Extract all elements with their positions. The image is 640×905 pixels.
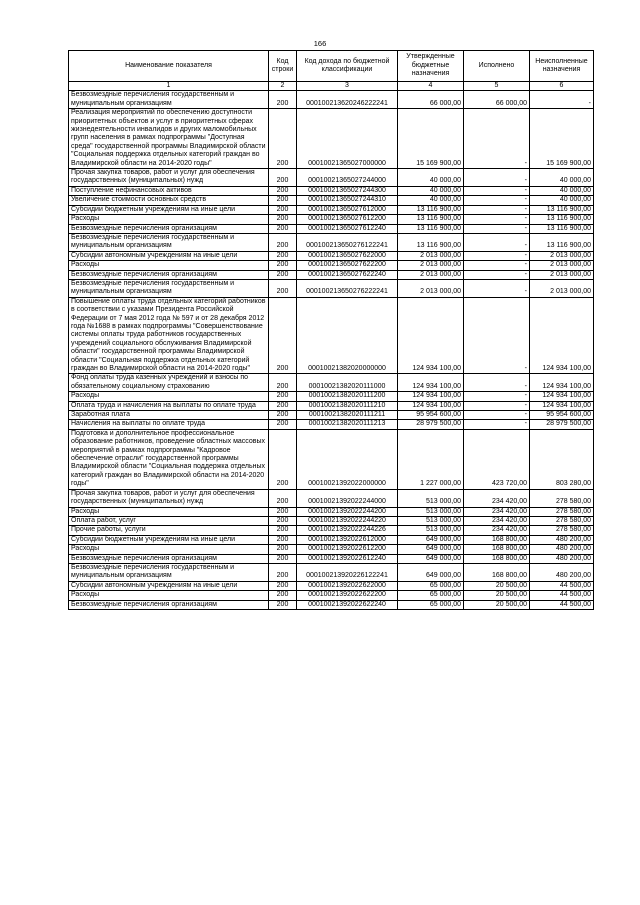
row-executed: 168 800,00 — [464, 535, 530, 544]
table-row — [69, 205, 594, 214]
table-row — [69, 554, 594, 563]
row-executed: - — [464, 420, 530, 429]
row-name: Безвозмездные перечисления государственным и муниципальным организациям — [69, 91, 269, 109]
row-executed: 168 800,00 — [464, 563, 530, 581]
row-approved: 2 013 000,00 — [398, 251, 464, 260]
row-code: 200 — [269, 392, 297, 401]
row-name: Прочие работы, услуги — [69, 526, 269, 535]
row-kbk: 00010021365027622240 — [297, 270, 398, 279]
row-name: Расходы — [69, 591, 269, 600]
row-executed: - — [464, 261, 530, 270]
row-unexecuted: 278 580,00 — [530, 489, 594, 507]
row-approved: 40 000,00 — [398, 196, 464, 205]
row-name: Безвозмездные перечисления государственным и муниципальным организациям — [69, 233, 269, 251]
row-approved: 513 000,00 — [398, 516, 464, 525]
row-code: 200 — [269, 581, 297, 590]
row-kbk: 000100213620246222241 — [297, 91, 398, 109]
column-number: 5 — [464, 82, 530, 91]
row-unexecuted: 40 000,00 — [530, 186, 594, 195]
row-unexecuted: 124 934 100,00 — [530, 374, 594, 392]
row-approved: 124 934 100,00 — [398, 401, 464, 410]
row-name: Прочая закупка товаров, работ и услуг для обеспечения государственных (муниципальных) нужд — [69, 489, 269, 507]
row-approved: 40 000,00 — [398, 186, 464, 195]
row-unexecuted: 480 200,00 — [530, 535, 594, 544]
row-approved: 513 000,00 — [398, 526, 464, 535]
row-code: 200 — [269, 91, 297, 109]
row-kbk: 00010021392022244226 — [297, 526, 398, 535]
row-kbk: 00010021365027612200 — [297, 215, 398, 224]
row-code: 200 — [269, 205, 297, 214]
row-approved: 13 116 900,00 — [398, 224, 464, 233]
row-name: Субсидии бюджетным учреждениям на иные цели — [69, 535, 269, 544]
row-executed: - — [464, 233, 530, 251]
table-row — [69, 261, 594, 270]
table-row — [69, 251, 594, 260]
row-executed: - — [464, 270, 530, 279]
row-executed: 234 420,00 — [464, 516, 530, 525]
header-executed: Исполнено — [464, 51, 530, 82]
table-row — [69, 535, 594, 544]
row-kbk: 00010021382020111000 — [297, 374, 398, 392]
row-name: Оплата труда и начисления на выплаты по оплате труда — [69, 401, 269, 410]
row-unexecuted: 13 116 900,00 — [530, 205, 594, 214]
row-code: 200 — [269, 507, 297, 516]
column-number: 6 — [530, 82, 594, 91]
row-executed: - — [464, 411, 530, 420]
row-unexecuted: 13 116 900,00 — [530, 215, 594, 224]
budget-execution-table — [68, 50, 594, 610]
table-row — [69, 563, 594, 581]
row-unexecuted: 15 169 900,00 — [530, 109, 594, 169]
table-row — [69, 420, 594, 429]
row-kbk: 00010021365027612000 — [297, 205, 398, 214]
row-executed: - — [464, 205, 530, 214]
column-number-row — [69, 82, 594, 91]
row-name: Расходы — [69, 261, 269, 270]
table-header-row — [69, 51, 594, 82]
row-unexecuted: 480 200,00 — [530, 563, 594, 581]
row-kbk: 00010021365027622200 — [297, 261, 398, 270]
row-unexecuted: 480 200,00 — [530, 545, 594, 554]
row-approved: 65 000,00 — [398, 600, 464, 609]
row-code: 200 — [269, 297, 297, 374]
row-executed: 168 800,00 — [464, 545, 530, 554]
row-executed: - — [464, 215, 530, 224]
row-approved: 649 000,00 — [398, 545, 464, 554]
row-approved: 65 000,00 — [398, 581, 464, 590]
row-name: Безвозмездные перечисления организациям — [69, 554, 269, 563]
row-kbk: 000100213650276222241 — [297, 279, 398, 297]
row-kbk: 00010021365027244000 — [297, 169, 398, 187]
row-code: 200 — [269, 224, 297, 233]
row-unexecuted: 2 013 000,00 — [530, 251, 594, 260]
row-name: Прочая закупка товаров, работ и услуг для обеспечения государственных (муниципальных) нужд — [69, 169, 269, 187]
row-unexecuted: 13 116 900,00 — [530, 224, 594, 233]
table-row — [69, 169, 594, 187]
row-name: Субсидии бюджетным учреждениям на иные цели — [69, 205, 269, 214]
row-kbk: 00010021392022622200 — [297, 591, 398, 600]
row-executed: - — [464, 392, 530, 401]
table-row — [69, 411, 594, 420]
row-code: 200 — [269, 401, 297, 410]
row-executed: 168 800,00 — [464, 554, 530, 563]
row-approved: 28 979 500,00 — [398, 420, 464, 429]
row-executed: 20 500,00 — [464, 600, 530, 609]
row-approved: 13 116 900,00 — [398, 205, 464, 214]
row-unexecuted: 278 580,00 — [530, 516, 594, 525]
table-row — [69, 270, 594, 279]
row-code: 200 — [269, 251, 297, 260]
row-executed: 234 420,00 — [464, 489, 530, 507]
row-kbk: 00010021392022622000 — [297, 581, 398, 590]
row-code: 200 — [269, 554, 297, 563]
row-unexecuted: 44 500,00 — [530, 591, 594, 600]
row-approved: 15 169 900,00 — [398, 109, 464, 169]
row-unexecuted: 480 200,00 — [530, 554, 594, 563]
row-name: Безвозмездные перечисления государственным и муниципальным организациям — [69, 279, 269, 297]
row-approved: 124 934 100,00 — [398, 297, 464, 374]
table-row — [69, 186, 594, 195]
row-executed: - — [464, 297, 530, 374]
table-row — [69, 429, 594, 489]
table-row — [69, 91, 594, 109]
table-row — [69, 489, 594, 507]
row-kbk: 00010021392022244200 — [297, 507, 398, 516]
row-unexecuted: 44 500,00 — [530, 581, 594, 590]
row-name: Безвозмездные перечисления организациям — [69, 224, 269, 233]
row-kbk: 00010021365027244300 — [297, 186, 398, 195]
row-kbk: 00010021382020111210 — [297, 401, 398, 410]
row-code: 200 — [269, 270, 297, 279]
table-row — [69, 581, 594, 590]
row-executed: - — [464, 251, 530, 260]
row-name: Безвозмездные перечисления организациям — [69, 270, 269, 279]
page-number: 166 — [313, 39, 327, 48]
row-executed: - — [464, 224, 530, 233]
row-approved: 649 000,00 — [398, 563, 464, 581]
row-kbk: 00010021392022000000 — [297, 429, 398, 489]
row-code: 200 — [269, 411, 297, 420]
table-row — [69, 233, 594, 251]
row-name: Оплата работ, услуг — [69, 516, 269, 525]
table-row — [69, 215, 594, 224]
row-unexecuted: 44 500,00 — [530, 600, 594, 609]
row-kbk: 000100213650276122241 — [297, 233, 398, 251]
row-unexecuted: 124 934 100,00 — [530, 297, 594, 374]
row-unexecuted: 124 934 100,00 — [530, 401, 594, 410]
row-approved: 124 934 100,00 — [398, 392, 464, 401]
row-code: 200 — [269, 279, 297, 297]
row-executed: - — [464, 401, 530, 410]
column-number: 4 — [398, 82, 464, 91]
row-code: 200 — [269, 420, 297, 429]
row-executed: - — [464, 196, 530, 205]
row-code: 200 — [269, 215, 297, 224]
table-row — [69, 297, 594, 374]
table-row — [69, 374, 594, 392]
row-unexecuted: - — [530, 91, 594, 109]
table-row — [69, 279, 594, 297]
header-approved: Утвержденные бюджетные назначения — [398, 51, 464, 82]
row-code: 200 — [269, 233, 297, 251]
row-approved: 66 000,00 — [398, 91, 464, 109]
row-name: Расходы — [69, 507, 269, 516]
row-executed: - — [464, 109, 530, 169]
table-row — [69, 401, 594, 410]
row-executed: - — [464, 169, 530, 187]
row-unexecuted: 13 116 900,00 — [530, 233, 594, 251]
row-approved: 513 000,00 — [398, 507, 464, 516]
row-unexecuted: 2 013 000,00 — [530, 261, 594, 270]
row-executed: 423 720,00 — [464, 429, 530, 489]
row-kbk: 00010021382020111200 — [297, 392, 398, 401]
row-approved: 649 000,00 — [398, 535, 464, 544]
row-code: 200 — [269, 545, 297, 554]
row-name: Субсидии автономным учреждениям на иные цели — [69, 581, 269, 590]
row-unexecuted: 124 934 100,00 — [530, 392, 594, 401]
row-executed: - — [464, 279, 530, 297]
row-kbk: 00010021382020000000 — [297, 297, 398, 374]
row-approved: 13 116 900,00 — [398, 215, 464, 224]
row-executed: 234 420,00 — [464, 507, 530, 516]
row-code: 200 — [269, 526, 297, 535]
table-row — [69, 196, 594, 205]
row-kbk: 00010021365027612240 — [297, 224, 398, 233]
row-name: Фонд оплаты труда казенных учреждений и взносы по обязательному социальному страхованию — [69, 374, 269, 392]
row-code: 200 — [269, 196, 297, 205]
table-row — [69, 545, 594, 554]
row-kbk: 00010021392022612240 — [297, 554, 398, 563]
row-unexecuted: 40 000,00 — [530, 196, 594, 205]
table-body — [69, 91, 594, 610]
table-row — [69, 516, 594, 525]
row-kbk: 00010021365027244310 — [297, 196, 398, 205]
row-unexecuted: 803 280,00 — [530, 429, 594, 489]
row-code: 200 — [269, 600, 297, 609]
row-unexecuted: 278 580,00 — [530, 507, 594, 516]
row-approved: 95 954 600,00 — [398, 411, 464, 420]
row-unexecuted: 28 979 500,00 — [530, 420, 594, 429]
row-code: 200 — [269, 535, 297, 544]
column-number: 1 — [69, 82, 269, 91]
row-executed: - — [464, 374, 530, 392]
table-row — [69, 591, 594, 600]
row-name: Начисления на выплаты по оплате труда — [69, 420, 269, 429]
row-executed: 20 500,00 — [464, 581, 530, 590]
row-name: Расходы — [69, 392, 269, 401]
row-code: 200 — [269, 429, 297, 489]
row-unexecuted: 2 013 000,00 — [530, 270, 594, 279]
row-name: Расходы — [69, 545, 269, 554]
row-code: 200 — [269, 374, 297, 392]
row-kbk: 00010021382020111211 — [297, 411, 398, 420]
row-unexecuted: 2 013 000,00 — [530, 279, 594, 297]
row-approved: 40 000,00 — [398, 169, 464, 187]
row-code: 200 — [269, 563, 297, 581]
row-approved: 124 934 100,00 — [398, 374, 464, 392]
row-approved: 649 000,00 — [398, 554, 464, 563]
header-name: Наименование показателя — [69, 51, 269, 82]
row-code: 200 — [269, 261, 297, 270]
row-name: Заработная плата — [69, 411, 269, 420]
row-kbk: 00010021392022612000 — [297, 535, 398, 544]
table-row — [69, 224, 594, 233]
row-approved: 1 227 000,00 — [398, 429, 464, 489]
table-row — [69, 392, 594, 401]
row-approved: 2 013 000,00 — [398, 279, 464, 297]
row-unexecuted: 278 580,00 — [530, 526, 594, 535]
table-row — [69, 109, 594, 169]
row-name: Безвозмездные перечисления государственным и муниципальным организациям — [69, 563, 269, 581]
row-code: 200 — [269, 516, 297, 525]
table-row — [69, 507, 594, 516]
row-name: Субсидии автономным учреждениям на иные цели — [69, 251, 269, 260]
row-executed: - — [464, 186, 530, 195]
row-name: Подготовка и дополнительное профессиональное образование работников, проведение областных массовых мероприятий в рамках подпрограммы "Кадровое обеспечение отрасли" государственной программы Владимирской области "Социальная поддержка отдельных категорий граждан во Владимирской области на 2014-2020 годы" — [69, 429, 269, 489]
row-code: 200 — [269, 186, 297, 195]
row-approved: 513 000,00 — [398, 489, 464, 507]
row-approved: 65 000,00 — [398, 591, 464, 600]
row-approved: 13 116 900,00 — [398, 233, 464, 251]
row-kbk: 00010021365027000000 — [297, 109, 398, 169]
row-name: Реализация мероприятий по обеспечению доступности приоритетных объектов и услуг в приоритетных сферах жизнедеятельности инвалидов и других маломобильных групп населения в рамках подпрограммы "Доступная среда" государственной программы Владимирской области "Социальная поддержка отдельных категорий граждан во Владимирской области на 2014-2020 годы" — [69, 109, 269, 169]
row-unexecuted: 95 954 600,00 — [530, 411, 594, 420]
row-executed: 66 000,00 — [464, 91, 530, 109]
row-name: Поступление нефинансовых активов — [69, 186, 269, 195]
header-kbk: Код дохода по бюджетной классификации — [297, 51, 398, 82]
row-code: 200 — [269, 591, 297, 600]
row-name: Расходы — [69, 215, 269, 224]
row-executed: 234 420,00 — [464, 526, 530, 535]
row-code: 200 — [269, 169, 297, 187]
row-approved: 2 013 000,00 — [398, 261, 464, 270]
row-kbk: 00010021392022244000 — [297, 489, 398, 507]
row-kbk: 00010021392022244220 — [297, 516, 398, 525]
row-kbk: 00010021365027622000 — [297, 251, 398, 260]
row-approved: 2 013 000,00 — [398, 270, 464, 279]
row-unexecuted: 40 000,00 — [530, 169, 594, 187]
row-kbk: 00010021382020111213 — [297, 420, 398, 429]
row-kbk: 00010021392022612200 — [297, 545, 398, 554]
row-code: 200 — [269, 489, 297, 507]
row-name: Повышение оплаты труда отдельных категорий работников в соответствии с указами Президента Российской Федерации от 7 мая 2012 года № 597 и от 28 декабря 2012 года №1688 в рамках подпрограммы "Совершенствование системы оплаты труда работников государственных учреждений социального обслуживания Владимирской области" государственной программы Владимирской области "Социальная поддержка отдельных категорий граждан во Владимирской области на 2014-2020 годы" — [69, 297, 269, 374]
row-name: Безвозмездные перечисления организациям — [69, 600, 269, 609]
row-executed: 20 500,00 — [464, 591, 530, 600]
header-code: Код строки — [269, 51, 297, 82]
row-kbk: 000100213920226122241 — [297, 563, 398, 581]
table-row — [69, 526, 594, 535]
column-number: 3 — [297, 82, 398, 91]
row-kbk: 00010021392022622240 — [297, 600, 398, 609]
column-number: 2 — [269, 82, 297, 91]
header-unexecuted: Неисполненные назначения — [530, 51, 594, 82]
row-name: Увеличение стоимости основных средств — [69, 196, 269, 205]
row-code: 200 — [269, 109, 297, 169]
table-row — [69, 600, 594, 609]
